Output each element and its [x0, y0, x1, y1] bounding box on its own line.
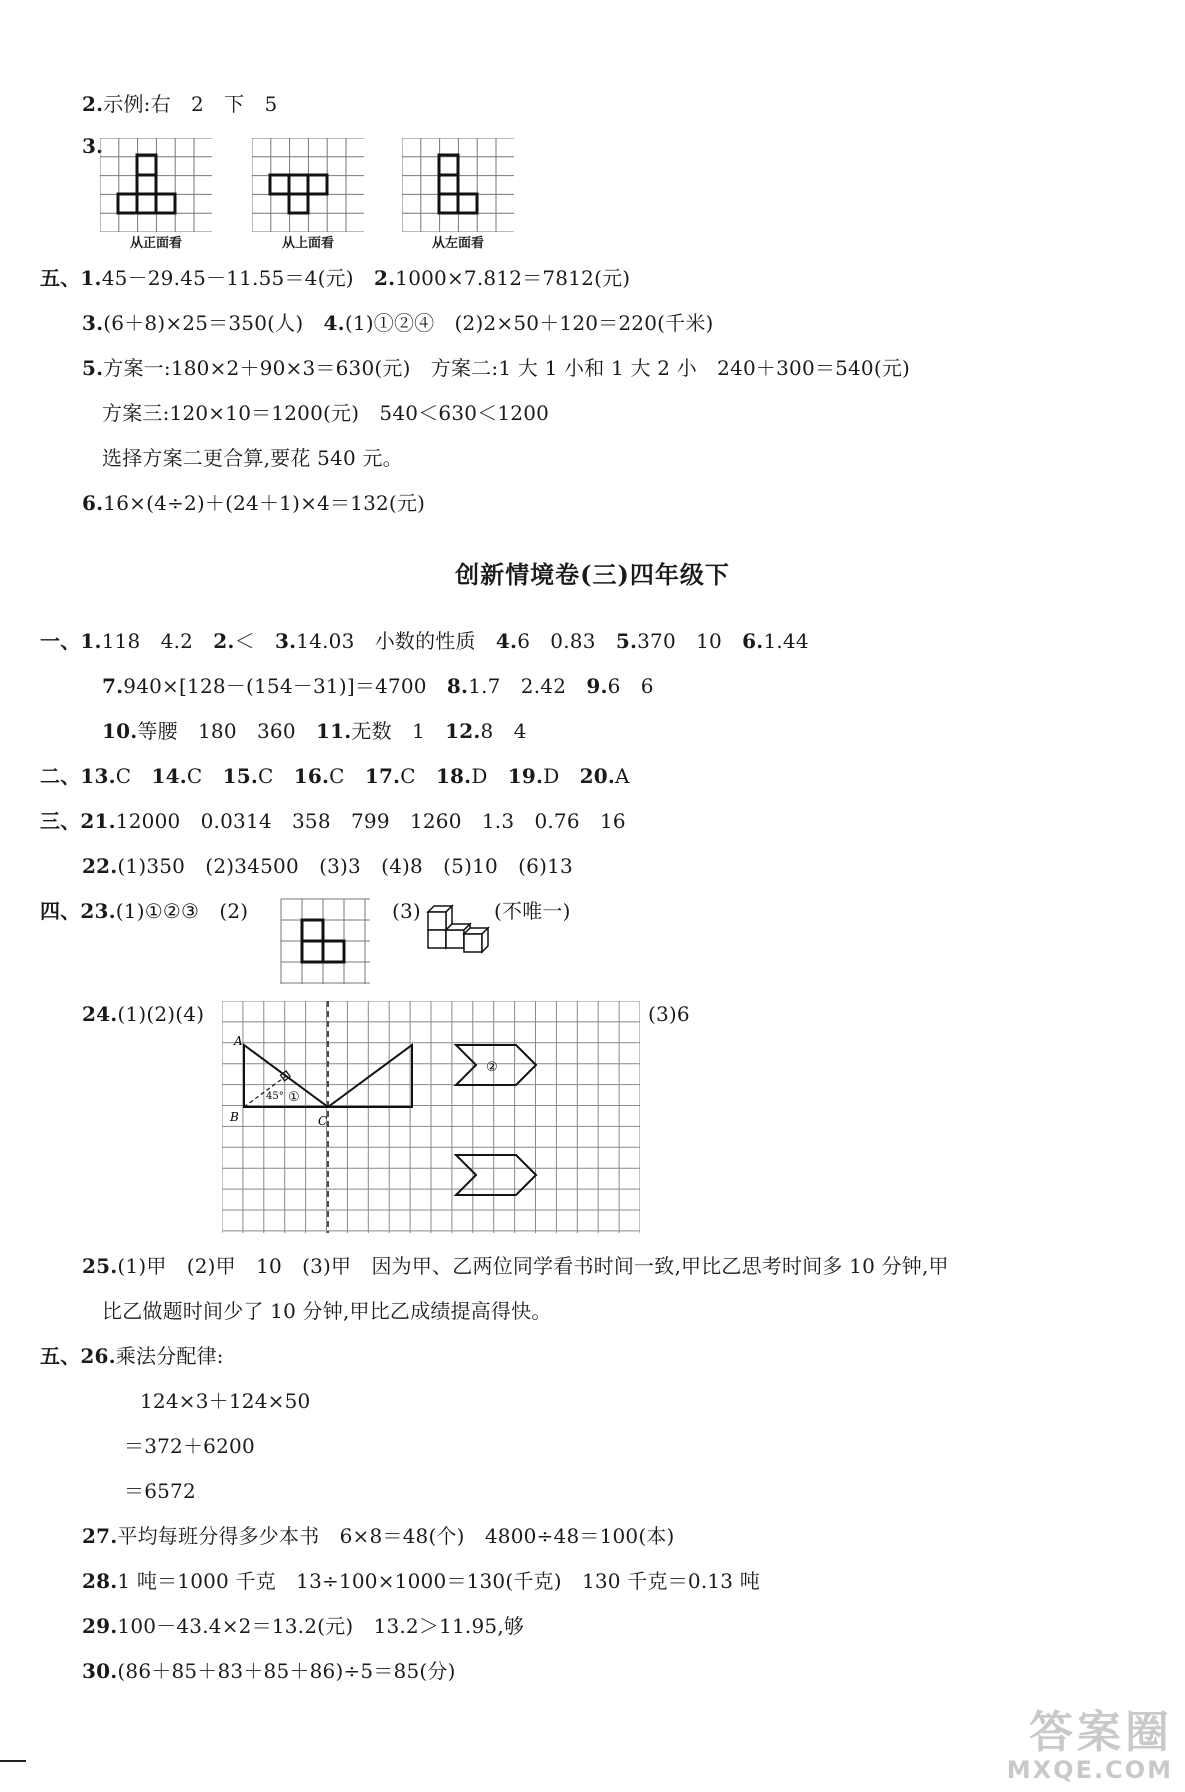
answer-line: (3)6	[648, 1002, 690, 1026]
caption-top: 从上面看	[281, 236, 334, 251]
answer-line: 7.940×[128－(154－31)]＝4700 8.1.7 2.42 9.6 6	[102, 674, 654, 698]
point-b-label: B	[230, 1110, 239, 1124]
answer-line: 四、23.(1)①②③ (2)	[40, 899, 249, 923]
answer-line: 五、1.45－29.45－11.55＝4(元) 2.1000×7.812＝7812(元)	[40, 266, 631, 290]
answer-line: 2.示例:右 2 下 5	[82, 92, 278, 116]
point-a-label: A	[234, 1034, 243, 1048]
page-edge-rule	[0, 1760, 26, 1762]
answer-line: ＝6572	[124, 1479, 196, 1503]
caption-front: 从正面看	[129, 236, 182, 251]
answer-line: 二、13.C 14.C 15.C 16.C 17.C 18.D 19.D 20.A	[40, 764, 630, 788]
watermark-url: MXQE.COM	[1006, 1756, 1173, 1784]
answer-line: 一、1.118 4.2 2.＜ 3.14.03 小数的性质 4.6 0.83 5.370 10 6.1.44	[40, 629, 809, 653]
angle-label: 45°	[266, 1091, 284, 1102]
q23-top-view-grid	[280, 898, 370, 984]
answer-line: 25.(1)甲 (2)甲 10 (3)甲 因为甲、乙两位同学看书时间一致,甲比乙思考时间多 10 分钟,甲	[82, 1254, 949, 1278]
answer-line: 24.(1)(2)(4)	[82, 1002, 205, 1026]
answer-line: (3)	[392, 899, 421, 923]
answer-line: ＝372＋6200	[124, 1434, 255, 1458]
q24-grid-figure	[222, 1001, 640, 1233]
answer-line: 28.1 吨＝1000 千克 13÷100×1000＝130(千克) 130 千克＝0.13 吨	[82, 1569, 760, 1593]
caption-left: 从左面看	[431, 236, 484, 251]
answer-line: 124×3＋124×50	[140, 1389, 311, 1413]
front-view-grid	[100, 138, 212, 232]
answer-line: 5.方案一:180×2＋90×3＝630(元) 方案二:1 大 1 小和 1 大 2 小 240＋300＝540(元)	[82, 356, 911, 380]
watermark	[1006, 1707, 1173, 1784]
answer-line: 三、21.12000 0.0314 358 799 1260 1.3 0.76 16	[40, 809, 626, 833]
answer-line: 10.等腰 180 360 11.无数 1 12.8 4	[102, 719, 527, 743]
q23-cube-sketch	[424, 898, 496, 958]
answer-line: 选择方案二更合算,要花 540 元。	[102, 446, 403, 470]
point-c-label: C	[318, 1114, 328, 1128]
answer-line: 3.(6＋8)×25＝350(人) 4.(1)①②④ (2)2×50＋120＝220(千米)	[82, 311, 714, 335]
shape-2-label: ②	[486, 1060, 498, 1075]
section-title: 创新情境卷(三)四年级下	[455, 560, 730, 589]
answer-line: 3.	[82, 134, 104, 158]
answer-line: 30.(86＋85＋83＋85＋86)÷5＝85(分)	[82, 1659, 456, 1683]
answer-line: 比乙做题时间少了 10 分钟,甲比乙成绩提高得快。	[102, 1299, 552, 1323]
watermark-logo-text: 答案圈	[1029, 1707, 1173, 1758]
top-view-grid	[252, 138, 364, 232]
answer-line: 6.16×(4÷2)＋(24＋1)×4＝132(元)	[82, 491, 426, 515]
answer-line: 27.平均每班分得多少本书 6×8＝48(个) 4800÷48＝100(本)	[82, 1524, 675, 1548]
left-view-grid	[402, 138, 514, 232]
answer-line: 22.(1)350 (2)34500 (3)3 (4)8 (5)10 (6)13	[82, 854, 573, 878]
shape-1-label: ①	[288, 1090, 300, 1105]
answer-line: (不唯一)	[494, 899, 571, 923]
answer-line: 29.100－43.4×2＝13.2(元) 13.2＞11.95,够	[82, 1614, 525, 1638]
answer-line: 方案三:120×10＝1200(元) 540＜630＜1200	[102, 401, 550, 425]
answer-line: 五、26.乘法分配律:	[40, 1344, 224, 1368]
